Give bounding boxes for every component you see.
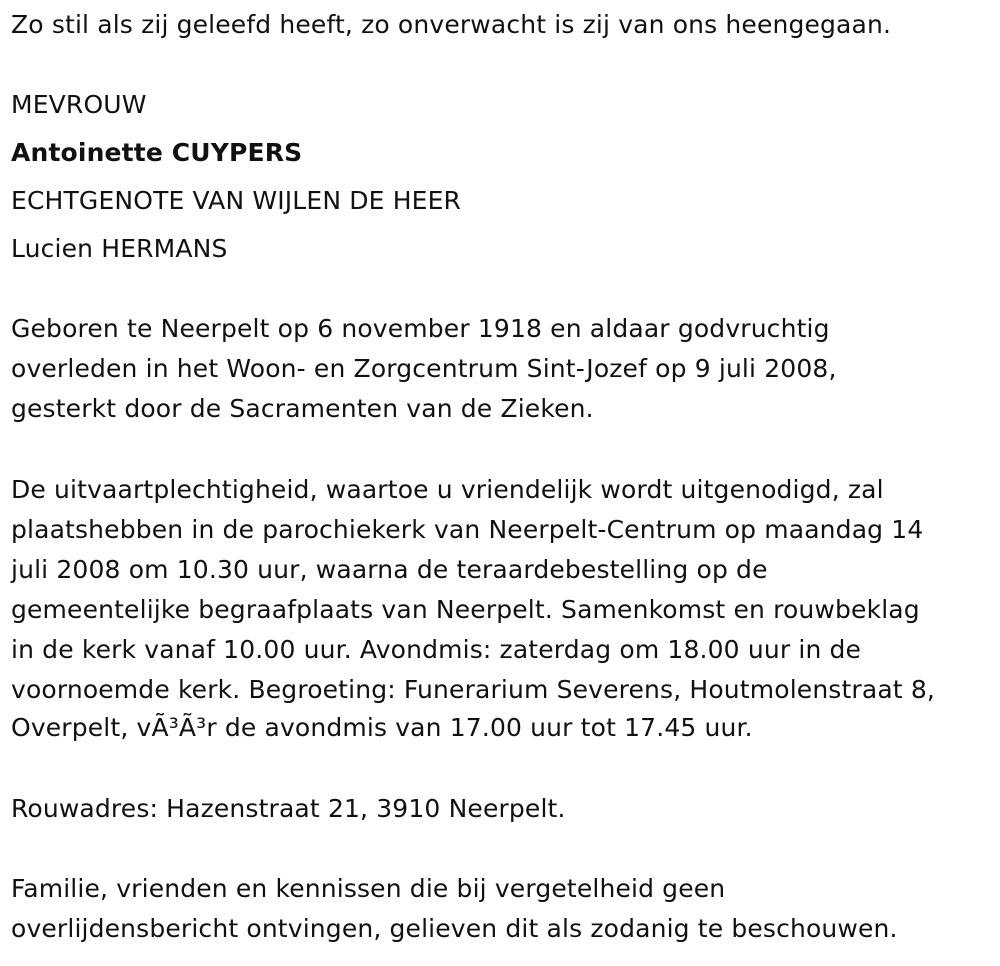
spouse-name: Lucien HERMANS: [11, 234, 228, 263]
funeral-line: Overpelt, vÃ³Ã³r de avondmis van 17.00 uur tot 17.45 uur.: [11, 713, 753, 742]
mourning-address: Rouwadres: Hazenstraat 21, 3910 Neerpelt.: [11, 794, 566, 823]
relation-text: ECHTGENOTE VAN WIJLEN DE HEER: [11, 186, 462, 215]
funeral-line: gemeentelijke begraafplaats van Neerpelt. Samenkomst en rouwbeklag: [11, 595, 920, 624]
funeral-line: juli 2008 om 10.30 uur, waarna de teraardebestelling op de: [11, 555, 768, 584]
closing-line: overlijdensbericht ontvingen, gelieven dit als zodanig te beschouwen.: [11, 914, 898, 943]
funeral-line: De uitvaartplechtigheid, waartoe u vriendelijk wordt uitgenodigd, zal: [11, 475, 884, 504]
honorific: MEVROUW: [11, 90, 147, 119]
closing-line: Familie, vrienden en kennissen die bij vergetelheid geen: [11, 874, 726, 903]
funeral-line: voornoemde kerk. Begroeting: Funerarium Severens, Houtmolenstraat 8,: [11, 675, 936, 704]
birth-death-line: gesterkt door de Sacramenten van de Zieken.: [11, 394, 594, 423]
deceased-name: Antoinette CUYPERS: [11, 138, 303, 167]
birth-death-line: overleden in het Woon- en Zorgcentrum Sint-Jozef op 9 juli 2008,: [11, 354, 837, 383]
intro-text: Zo stil als zij geleefd heeft, zo onverwacht is zij van ons heengegaan.: [11, 10, 892, 39]
funeral-line: plaatshebben in de parochiekerk van Neerpelt-Centrum op maandag 14: [11, 515, 924, 544]
funeral-line: in de kerk vanaf 10.00 uur. Avondmis: zaterdag om 18.00 uur in de: [11, 635, 862, 664]
birth-death-line: Geboren te Neerpelt op 6 november 1918 en aldaar godvruchtig: [11, 314, 830, 343]
